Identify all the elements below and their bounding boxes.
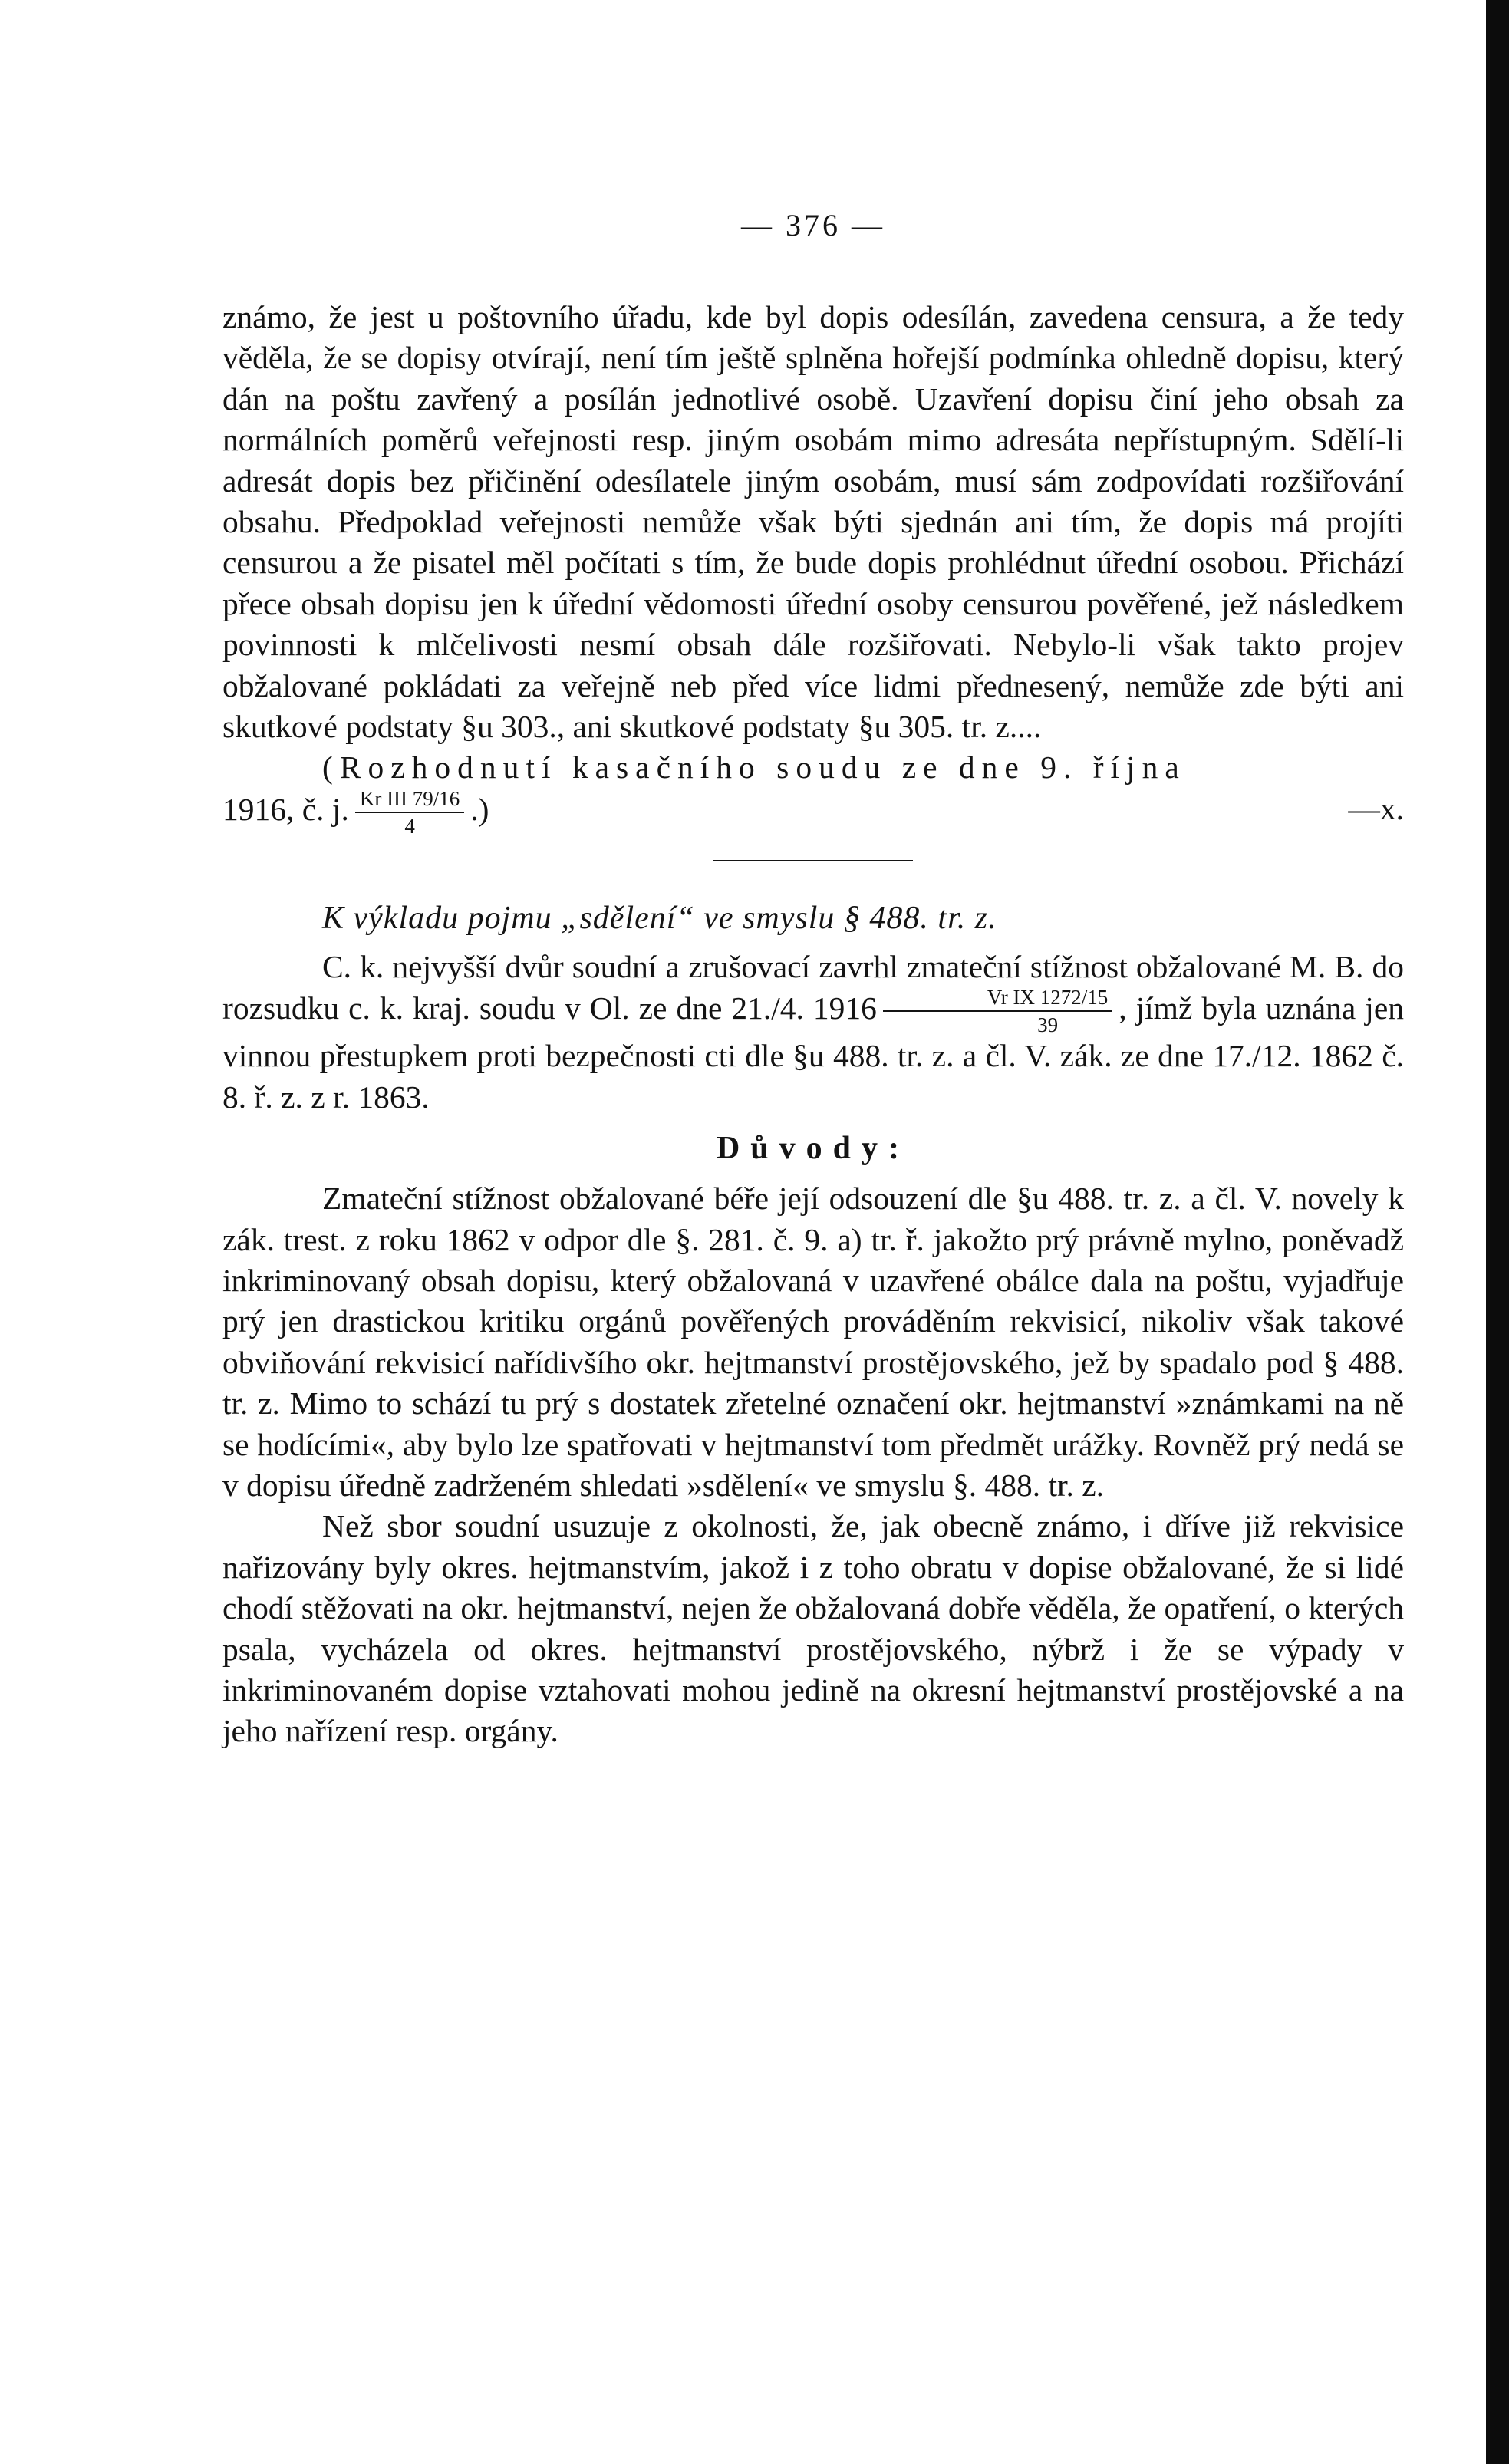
paragraph-2-after: , jímž byla uznána jen vinnou přestupkem proti bezpečnosti cti dle §u 488. tr. z. a čl. V. zák. ze dne 17./12. 1862 č. 8. ř. z. z r. 1863. (222, 990, 1404, 1115)
court-case-fraction (883, 987, 1112, 1036)
paragraph-1: známo, že jest u poštovního úřadu, kde byl dopis odesílán, zavedena censura, a že tedy věděla, že se dopisy otvírají, není tím ještě splněna hořejší podmínka ohledně dopisu, který dán na poštu zavřený a posílán jednotlivé osobě. Uzavření dopisu činí jeho obsah za normálních poměrů veřejnosti resp. jiným osobám mimo adresáta nepřístupným. Sdělí-li adresát dopis bez přičinění odesílatele jiným osobám, musí sám zodpovídati rozšiřování obsahu. Předpoklad veřejnosti nemůže však býti sjednán ani tím, že dopis má projíti censurou a že pisatel měl počítati s tím, že bude dopis prohlédnut úřední osobou. Přichází přece obsah dopisu jen k úřední vědomosti úřední osoby censurou pověřené, jež následkem povinnosti k mlčelivosti nesmí obsah dále rozšiřovati. Nebylo-li však takto projev obžalované pokládati za veřejně neb před více lidmi přednesený, nemůže zde býti ani skutkové podstaty §u 303., ani skutkové podstaty §u 305. tr. z.... (222, 299, 1404, 745)
case-number-fraction (355, 786, 464, 838)
paragraph-3: Zmateční stížnost obžalované béře její odsouzení dle §u 488. tr. z. a čl. V. novely k zák. trest. z roku 1862 v odpor dle §. 281. č. 9. a) tr. ř. jakožto prý právně mylno, poněvadž inkriminovaný obsah dopisu, který obžalovaná v uzavřené obálce dala na poštu, vyjadřuje prý jen drastickou kritiku orgánů pověřených prováděním rekvisicí, nikoliv však takové obviňování rekvisicí nařídivšího okr. hejtmanství prostějovského, jež by spadalo pod § 488. tr. z. Mimo to schází tu prý s dostatek zřetelné označení okr. hejtmanství »známkami na ně se hodícími«, aby bylo lze spatřovati v hejtmanství tom předmět urážky. Rovněž prý nedá se v dopisu úředně zadrženém shledati »sdělení« ve smyslu §. 488. tr. z. (222, 1181, 1404, 1503)
citation-close: .) (470, 791, 489, 827)
case-number-numerator: Kr III 79/16 (355, 789, 464, 813)
citation-spaced-text: (Rozhodnutí kasačního soudu ze dne 9. října (322, 749, 1186, 786)
article-heading: K výkladu pojmu „sdělení“ ve smyslu § 488. tr. z. (322, 900, 997, 936)
page-number: — 376 — (741, 208, 885, 242)
scan-border (1486, 0, 1509, 2464)
paragraph-2 (222, 947, 1404, 1118)
court-case-denominator: 39 (1037, 1013, 1059, 1037)
author-initial: —x. (1348, 790, 1404, 826)
case-number-denominator: 4 (404, 814, 415, 838)
paragraph-2-before: C. k. nejvyšší dvůr soudní a zrušovací zavrhl zmateční stížnost obžalované M. B. do rozsudku c. k. kraj. soudu v Ol. ze dne 21./4. 1916 (222, 948, 1404, 1026)
citation-reference (222, 786, 1404, 838)
citation-year: 1916, č. j. (222, 791, 349, 827)
section-title: Důvody: (716, 1131, 911, 1167)
section-divider (713, 860, 913, 861)
paragraph-4: Než sbor soudní usuzuje z okolnosti, že, jak obecně známo, i dříve již rekvisice nařizovány byly okres. hejtmanstvím, jakož i z toho obratu v dopise obžalované, že si lidé chodí stěžovati na okr. hejtmanství, nejen že obžalovaná dobře věděla, že opatření, o kterých psala, vycházela od okres. hejtmanství prostějovského, nýbrž i že se výpady v inkriminovaném dopise vztahovati mohou jedině na okresní hejtmanství prostějovské a na jeho nařízení resp. orgány. (222, 1508, 1404, 1749)
citation-line (222, 747, 1404, 788)
court-case-numerator: Vr IX 1272/15 (883, 987, 1112, 1012)
document-page (222, 207, 1404, 1752)
